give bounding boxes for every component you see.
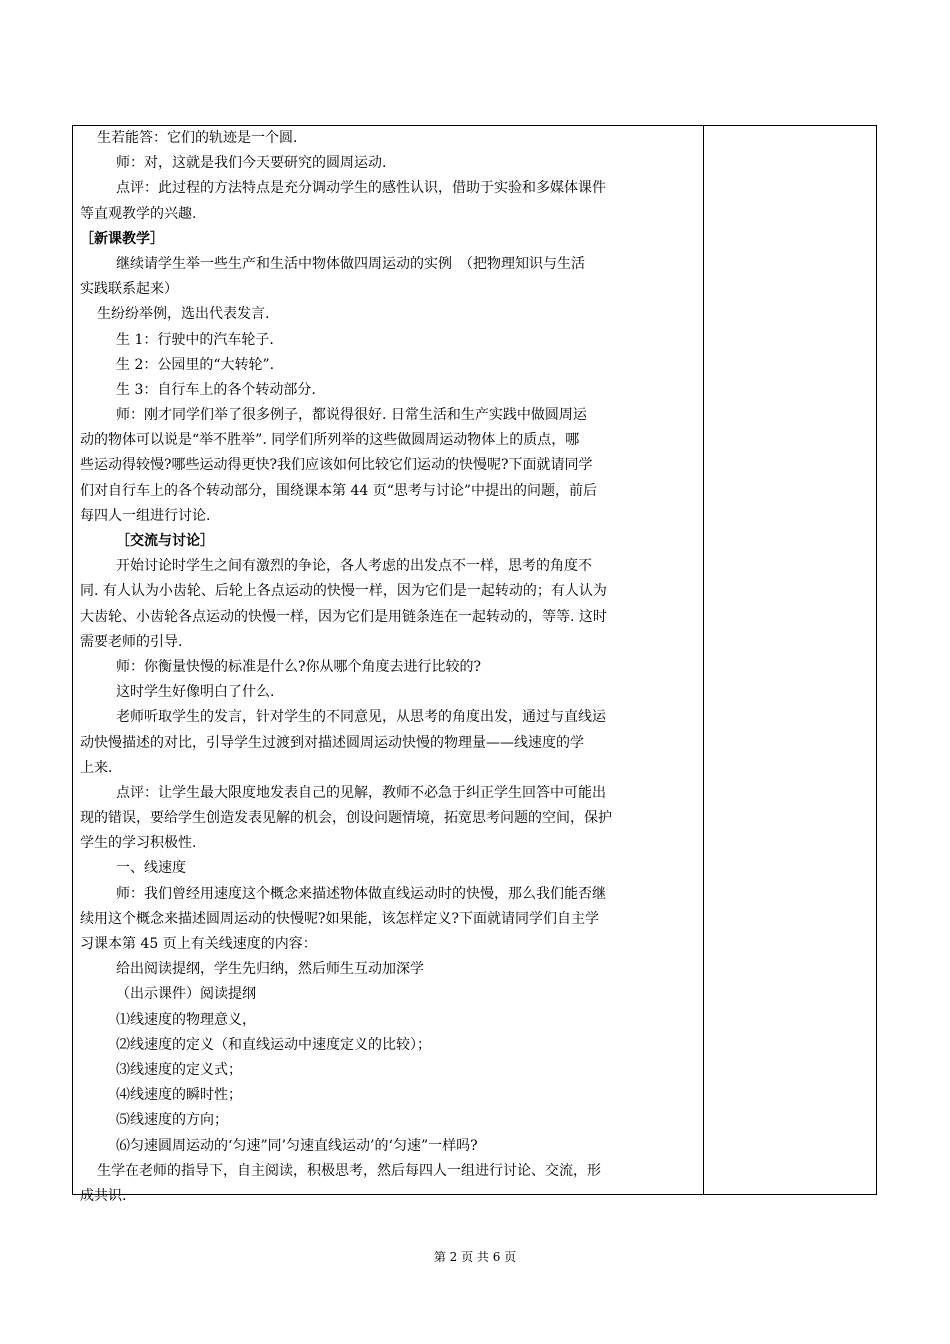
- section-heading: ［交流与讨论］: [116, 533, 214, 549]
- text-line: 习课本第 45 页上有关线速度的内容：: [80, 936, 317, 952]
- text-line: 点评：让学生最大限度地发表自己的见解，教师不必急于纠正学生回答中可能出: [116, 784, 606, 801]
- text-line: 动快慢描述的对比，引导学生过渡到对描述圆周运动快慢的物理量——线速度的学: [80, 734, 584, 751]
- text-line: 师：我们曾经用速度这个概念来描述物体做直线运动时的快慢，那么我们能否继: [116, 885, 606, 902]
- text-line: 生 1：行驶中的汽车轮子.: [116, 331, 274, 348]
- column-divider: [703, 125, 704, 1195]
- text-line: 给出阅读提纲，学生先归纳，然后师生互动加深学: [116, 961, 424, 978]
- text-line: 每四人一组进行讨论.: [80, 507, 211, 524]
- text-line: 师：你衡量快慢的标准是什么?你从哪个角度去进行比较的?: [116, 658, 482, 675]
- text-line: 实践联系起来）: [80, 281, 178, 298]
- text-line: 老师听取学生的发言，针对学生的不同意见，从思考的角度出发，通过与直线运: [116, 709, 606, 726]
- text-line: 生纷纷举例，选出代表发言.: [97, 306, 270, 323]
- text-line: 生若能答：它们的轨迹是一个圆.: [97, 130, 298, 146]
- text-line: 生学在老师的指导下，自主阅读，积极思考，然后每四人一组进行讨论、交流，形: [97, 1162, 601, 1179]
- text-line: ⑸线速度的方向；: [116, 1112, 228, 1129]
- text-line: 生 2：公园里的“大转轮”.: [116, 356, 275, 373]
- text-line: 师：对，这就是我们今天要研究的圆周运动.: [116, 155, 387, 172]
- text-line: 们对自行车上的各个转动部分，围绕课本第 44 页“思考与讨论”中提出的问题，前后: [80, 482, 598, 499]
- text-line: 些运动得较慢?哪些运动得更快?我们应该如何比较它们运动的快慢呢?下面就请同学: [80, 457, 593, 474]
- text-line: 成共识.: [80, 1187, 127, 1204]
- text-line: 大齿轮、小齿轮各点运动的快慢一样，因为它们是用链条连在一起转动的，等等. 这时: [80, 608, 607, 625]
- text-line: 等直观教学的兴趣.: [80, 205, 197, 222]
- text-line: ⑵线速度的定义（和直线运动中速度定义的比较）；: [116, 1036, 431, 1053]
- page-footer: 第 2 页 共 6 页: [433, 1250, 517, 1264]
- text-line: 这时学生好像明白了什么.: [116, 684, 275, 701]
- section-heading: ［新课教学］: [80, 230, 164, 247]
- text-line: （出示课件）阅读提纲: [116, 986, 256, 1003]
- text-line: ⑷线速度的瞬时性；: [116, 1087, 242, 1104]
- text-line: 生 3：自行车上的各个转动部分.: [116, 381, 316, 398]
- text-line: 现的错误，要给学生创造发表见解的机会，创设问题情境，拓宽思考问题的空间，保护: [80, 810, 612, 827]
- text-line: 上来.: [80, 759, 113, 776]
- text-line: 学生的学习积极性.: [80, 835, 197, 852]
- text-line: 开始讨论时学生之间有激烈的争论，各人考虑的出发点不一样，思考的角度不: [116, 558, 592, 575]
- text-line: ⑶线速度的定义式；: [116, 1061, 242, 1078]
- text-line: 继续请学生举一些生产和生活中物体做四周运动的实例 （把物理知识与生活: [116, 255, 585, 272]
- text-line: 点评：此过程的方法特点是充分调动学生的感性认识，借助于实验和多媒体课件: [116, 180, 606, 197]
- lesson-content: [80, 126, 698, 1209]
- text-line: 续用这个概念来描述圆周运动的快慢呢?如果能，该怎样定义?下面就请同学们自主学: [80, 910, 600, 927]
- text-line: ⑴线速度的物理意义，: [116, 1011, 256, 1028]
- text-line: ⑹匀速圆周运动的‘匀速”同’匀速直线运动’的‘匀速”一样吗?: [116, 1137, 478, 1154]
- text-line: 一、线速度: [116, 860, 186, 877]
- text-line: 需要老师的引导.: [80, 633, 183, 650]
- text-line: 同. 有人认为小齿轮、后轮上各点运动的快慢一样，因为它们是一起转动的；有人认为: [80, 583, 607, 600]
- text-line: 师：刚才同学们举了很多例子，都说得很好. 日常生活和生产实践中做圆周运: [116, 407, 587, 424]
- text-line: 动的物体可以说是“举不胜举”. 同学们所列举的这些做圆周运动物体上的质点，哪: [80, 432, 580, 449]
